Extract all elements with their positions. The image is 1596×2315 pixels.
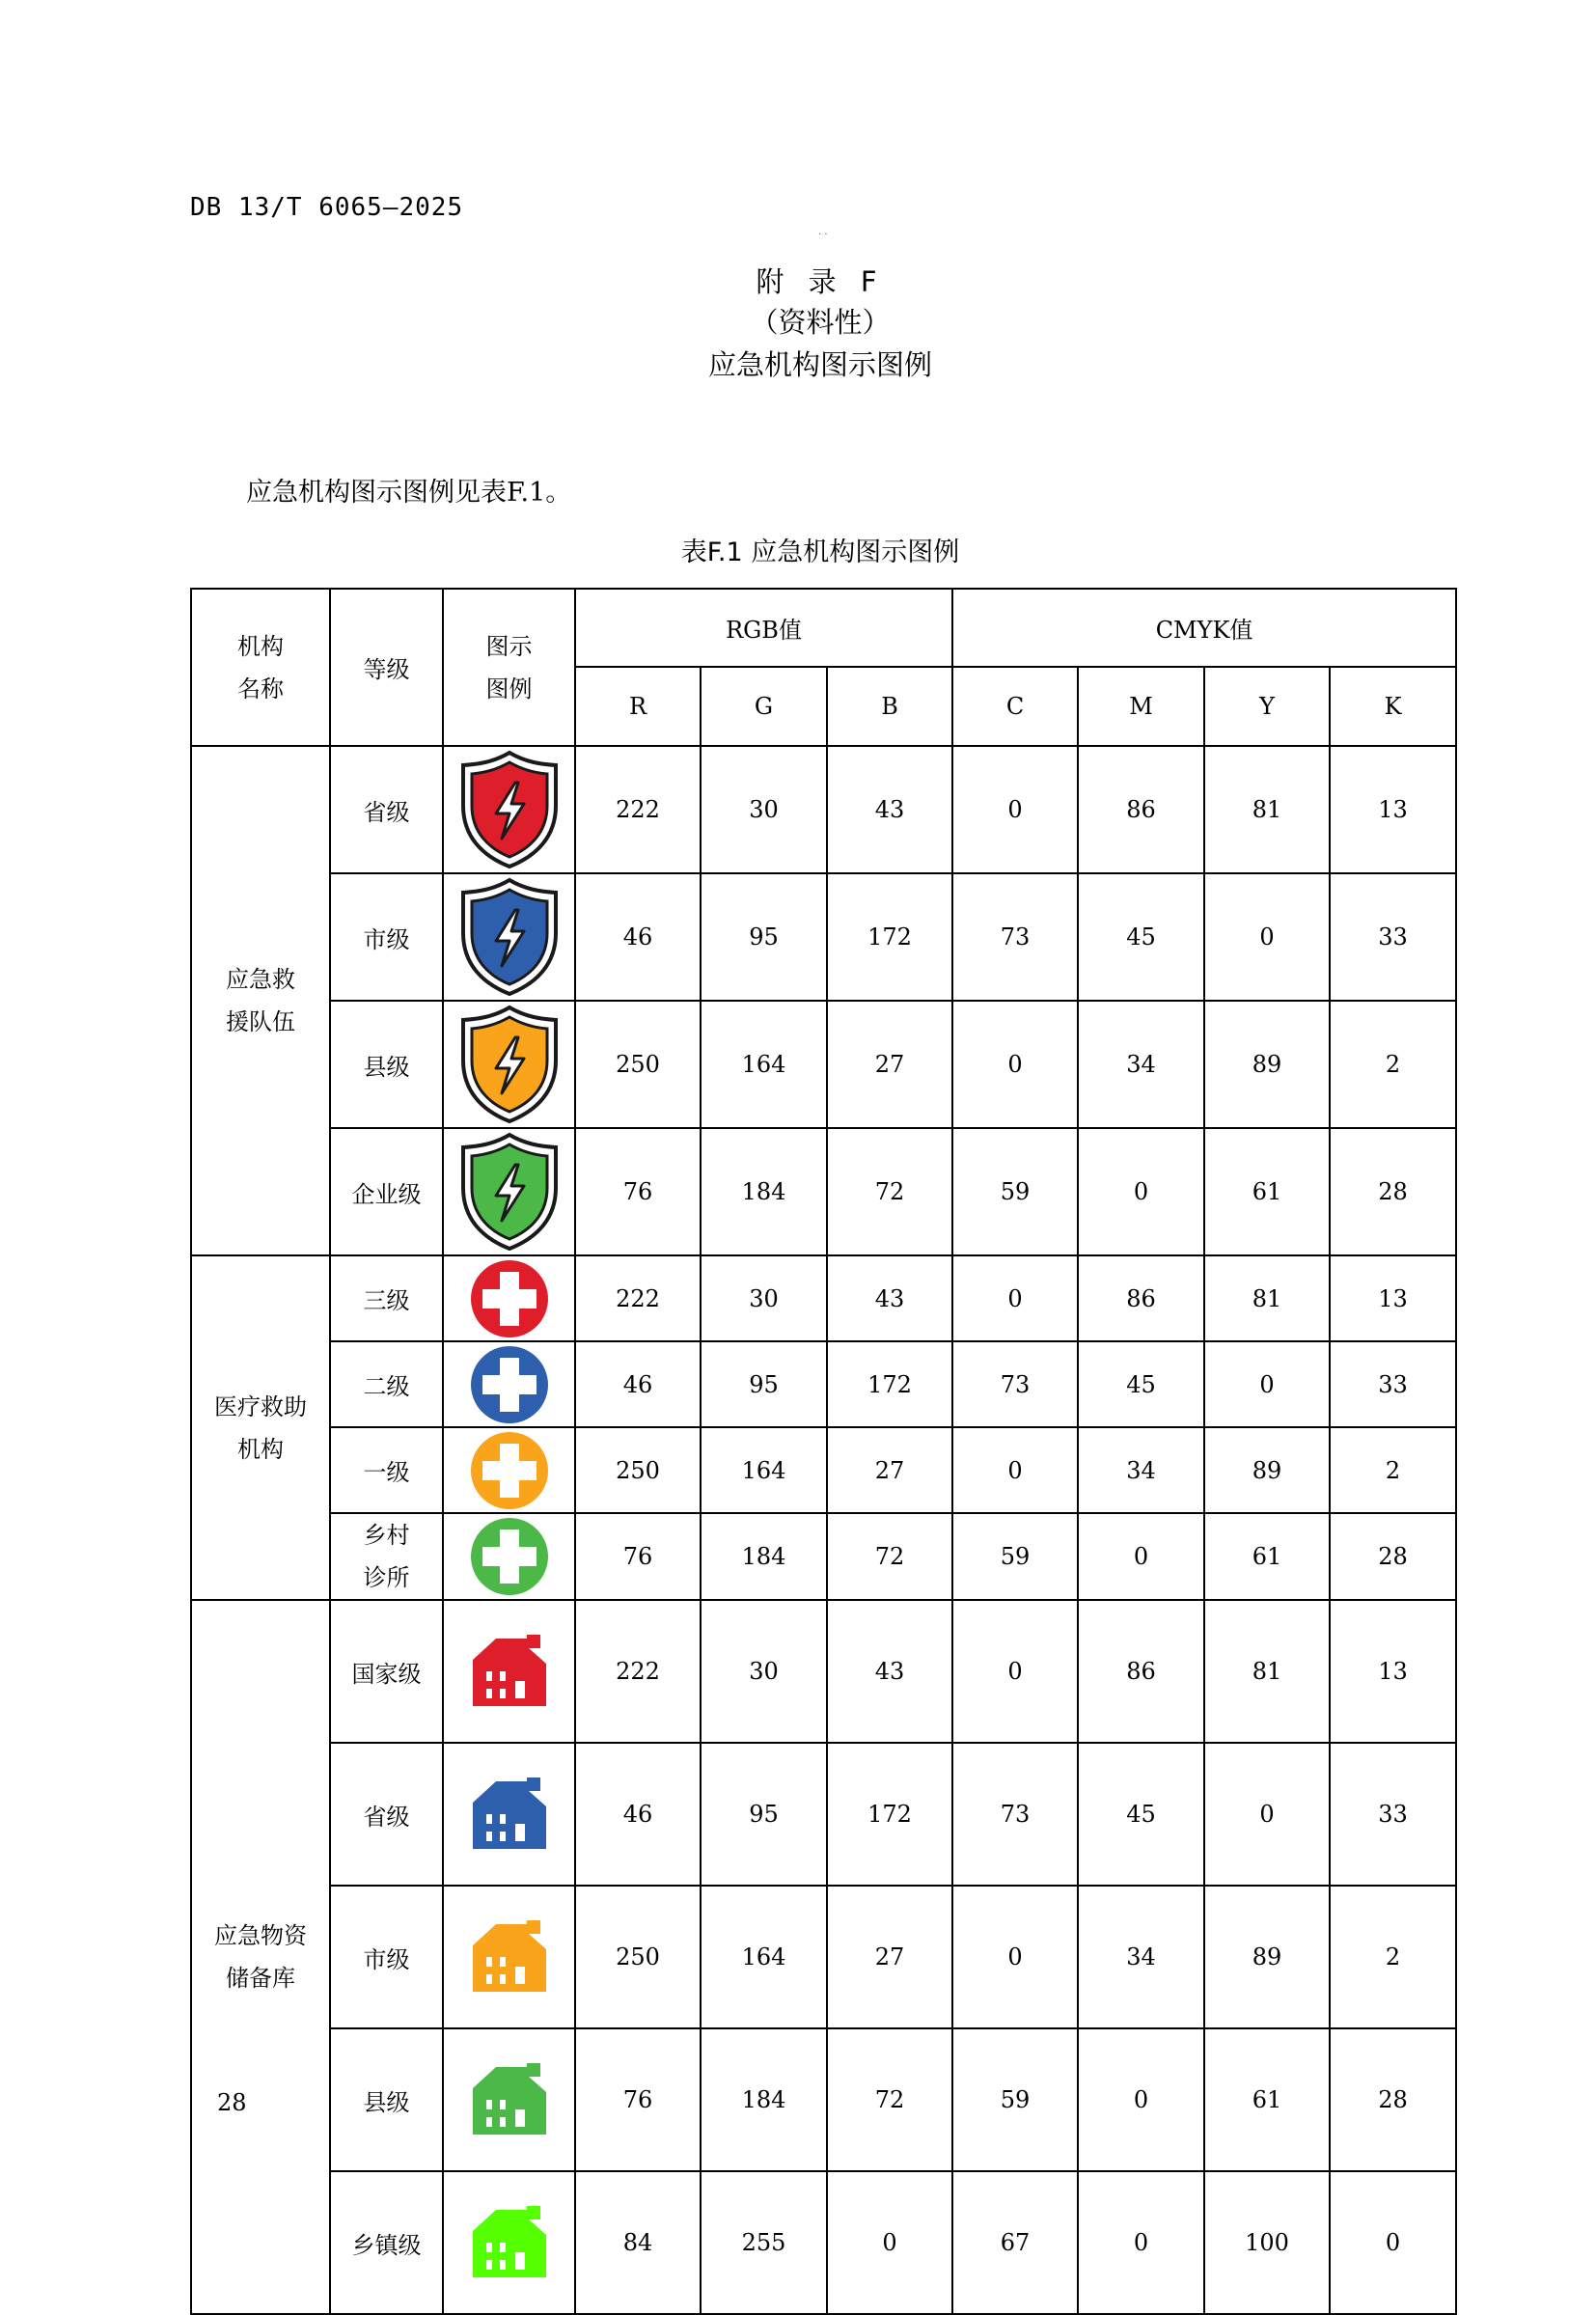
value-k: 33 xyxy=(1330,873,1456,1001)
legend-icon-cell xyxy=(443,746,575,873)
value-k: 13 xyxy=(1330,1600,1456,1743)
value-r: 46 xyxy=(575,1743,701,1886)
table-row xyxy=(191,1001,1456,1128)
value-b: 27 xyxy=(827,1427,952,1513)
value-y: 89 xyxy=(1204,1001,1330,1128)
intro-paragraph: 应急机构图示图例见表F.1。 xyxy=(246,478,572,508)
header-b: B xyxy=(827,667,952,746)
value-r: 76 xyxy=(575,1128,701,1255)
value-y: 89 xyxy=(1204,1886,1330,2028)
value-m: 34 xyxy=(1078,1886,1204,2028)
value-r: 250 xyxy=(575,1427,701,1513)
value-m: 0 xyxy=(1078,2028,1204,2171)
table-row xyxy=(191,1427,1456,1513)
table-row xyxy=(191,1513,1456,1600)
value-g: 184 xyxy=(701,2028,827,2171)
value-k: 33 xyxy=(1330,1743,1456,1886)
value-b: 27 xyxy=(827,1001,952,1128)
value-y: 89 xyxy=(1204,1427,1330,1513)
value-b: 0 xyxy=(827,2171,952,2314)
value-m: 86 xyxy=(1078,1600,1204,1743)
value-y: 81 xyxy=(1204,1255,1330,1341)
level-cell: 乡村 诊所 xyxy=(330,1513,443,1600)
value-r: 222 xyxy=(575,1600,701,1743)
header-k: K xyxy=(1330,667,1456,746)
table-row xyxy=(191,1128,1456,1255)
shield-icon xyxy=(459,750,560,869)
value-r: 76 xyxy=(575,2028,701,2171)
table-row xyxy=(191,1341,1456,1427)
value-k: 28 xyxy=(1330,2028,1456,2171)
value-b: 72 xyxy=(827,1513,952,1600)
legend-icon-cell xyxy=(443,1001,575,1128)
level-cell: 三级 xyxy=(330,1255,443,1341)
shield-icon xyxy=(459,1132,560,1252)
value-k: 2 xyxy=(1330,1427,1456,1513)
value-m: 45 xyxy=(1078,873,1204,1001)
header-level: 等级 xyxy=(330,589,443,746)
value-y: 61 xyxy=(1204,2028,1330,2171)
table-row xyxy=(191,1886,1456,2028)
value-g: 184 xyxy=(701,1513,827,1600)
header-y: Y xyxy=(1204,667,1330,746)
value-y: 61 xyxy=(1204,1513,1330,1600)
org-name-cell: 应急物资 储备库 xyxy=(191,1600,330,2314)
value-m: 45 xyxy=(1078,1743,1204,1886)
table-caption: 表F.1 应急机构图示图例 xyxy=(680,537,960,567)
table-row xyxy=(191,1743,1456,1886)
level-cell: 乡镇级 xyxy=(330,2171,443,2314)
value-c: 0 xyxy=(952,1600,1078,1743)
shield-icon xyxy=(459,1005,560,1124)
value-g: 164 xyxy=(701,1427,827,1513)
value-g: 30 xyxy=(701,1600,827,1743)
legend-icon-cell xyxy=(443,1886,575,2028)
level-cell: 市级 xyxy=(330,873,443,1001)
value-c: 0 xyxy=(952,1255,1078,1341)
value-g: 95 xyxy=(701,1743,827,1886)
warehouse-icon xyxy=(469,1778,550,1851)
value-c: 0 xyxy=(952,1001,1078,1128)
value-c: 59 xyxy=(952,1128,1078,1255)
warehouse-icon xyxy=(469,1635,550,1708)
warehouse-icon xyxy=(469,2063,550,2136)
legend-icon-cell xyxy=(443,873,575,1001)
table-body xyxy=(191,746,1456,2314)
value-r: 84 xyxy=(575,2171,701,2314)
medical-cross-icon xyxy=(470,1517,549,1596)
value-r: 222 xyxy=(575,746,701,873)
appendix-title: 附 录 F xyxy=(756,265,885,298)
header-icon: 图示 图例 xyxy=(443,589,575,746)
table-row xyxy=(191,2028,1456,2171)
value-g: 95 xyxy=(701,873,827,1001)
header-marks: · · xyxy=(818,230,828,240)
value-y: 81 xyxy=(1204,1600,1330,1743)
value-y: 100 xyxy=(1204,2171,1330,2314)
page-number: 28 xyxy=(217,2089,247,2116)
value-k: 13 xyxy=(1330,1255,1456,1341)
value-m: 86 xyxy=(1078,746,1204,873)
level-cell: 二级 xyxy=(330,1341,443,1427)
medical-cross-icon xyxy=(470,1345,549,1424)
value-c: 73 xyxy=(952,1743,1078,1886)
value-y: 0 xyxy=(1204,1341,1330,1427)
value-c: 73 xyxy=(952,1341,1078,1427)
header-org-name: 机构 名称 xyxy=(191,589,330,746)
value-b: 72 xyxy=(827,2028,952,2171)
value-c: 59 xyxy=(952,2028,1078,2171)
header-rgb: RGB值 xyxy=(575,589,952,667)
value-m: 34 xyxy=(1078,1001,1204,1128)
value-k: 2 xyxy=(1330,1886,1456,2028)
warehouse-icon xyxy=(469,2206,550,2279)
value-c: 73 xyxy=(952,873,1078,1001)
header-r: R xyxy=(575,667,701,746)
value-r: 250 xyxy=(575,1001,701,1128)
value-r: 222 xyxy=(575,1255,701,1341)
appendix-type: （资料性） xyxy=(750,306,891,339)
level-cell: 县级 xyxy=(330,2028,443,2171)
level-cell: 企业级 xyxy=(330,1128,443,1255)
level-cell: 一级 xyxy=(330,1427,443,1513)
value-g: 30 xyxy=(701,746,827,873)
value-c: 0 xyxy=(952,746,1078,873)
header-cmyk: CMYK值 xyxy=(952,589,1456,667)
value-r: 76 xyxy=(575,1513,701,1600)
value-g: 255 xyxy=(701,2171,827,2314)
legend-icon-cell xyxy=(443,1255,575,1341)
value-m: 0 xyxy=(1078,2171,1204,2314)
value-k: 13 xyxy=(1330,746,1456,873)
level-cell: 县级 xyxy=(330,1001,443,1128)
table-row xyxy=(191,2171,1456,2314)
table-row xyxy=(191,746,1456,873)
level-cell: 省级 xyxy=(330,746,443,873)
value-c: 0 xyxy=(952,1427,1078,1513)
value-k: 28 xyxy=(1330,1128,1456,1255)
legend-icon-cell xyxy=(443,1128,575,1255)
appendix-subtitle: 应急机构图示图例 xyxy=(707,348,932,381)
level-cell: 市级 xyxy=(330,1886,443,2028)
value-c: 67 xyxy=(952,2171,1078,2314)
value-r: 46 xyxy=(575,873,701,1001)
value-k: 28 xyxy=(1330,1513,1456,1600)
value-b: 27 xyxy=(827,1886,952,2028)
value-r: 250 xyxy=(575,1886,701,2028)
value-g: 184 xyxy=(701,1128,827,1255)
value-g: 164 xyxy=(701,1001,827,1128)
legend-icon-cell xyxy=(443,2171,575,2314)
shield-icon xyxy=(459,877,560,997)
value-g: 95 xyxy=(701,1341,827,1427)
value-b: 72 xyxy=(827,1128,952,1255)
legend-icon-cell xyxy=(443,1743,575,1886)
level-cell: 省级 xyxy=(330,1743,443,1886)
value-c: 0 xyxy=(952,1886,1078,2028)
document-code: DB 13/T 6065—2025 xyxy=(190,193,464,222)
header-m: M xyxy=(1078,667,1204,746)
value-y: 61 xyxy=(1204,1128,1330,1255)
value-g: 30 xyxy=(701,1255,827,1341)
value-b: 43 xyxy=(827,746,952,873)
value-m: 45 xyxy=(1078,1341,1204,1427)
table-header xyxy=(191,589,1456,746)
value-m: 34 xyxy=(1078,1427,1204,1513)
value-m: 86 xyxy=(1078,1255,1204,1341)
legend-icon-cell xyxy=(443,1427,575,1513)
table-row xyxy=(191,1600,1456,1743)
medical-cross-icon xyxy=(470,1431,549,1510)
value-y: 81 xyxy=(1204,746,1330,873)
legend-icon-cell xyxy=(443,2028,575,2171)
value-b: 172 xyxy=(827,1743,952,1886)
value-m: 0 xyxy=(1078,1128,1204,1255)
legend-icon-cell xyxy=(443,1513,575,1600)
value-b: 43 xyxy=(827,1600,952,1743)
header-g: G xyxy=(701,667,827,746)
value-b: 172 xyxy=(827,1341,952,1427)
legend-table xyxy=(190,588,1457,2315)
value-b: 43 xyxy=(827,1255,952,1341)
value-m: 0 xyxy=(1078,1513,1204,1600)
legend-icon-cell xyxy=(443,1600,575,1743)
level-cell: 国家级 xyxy=(330,1600,443,1743)
org-name-cell: 应急救 援队伍 xyxy=(191,746,330,1255)
value-k: 2 xyxy=(1330,1001,1456,1128)
value-r: 46 xyxy=(575,1341,701,1427)
value-k: 33 xyxy=(1330,1341,1456,1427)
warehouse-icon xyxy=(469,1920,550,1994)
value-y: 0 xyxy=(1204,1743,1330,1886)
value-y: 0 xyxy=(1204,873,1330,1001)
medical-cross-icon xyxy=(470,1259,549,1338)
value-c: 59 xyxy=(952,1513,1078,1600)
table-row xyxy=(191,873,1456,1001)
header-c: C xyxy=(952,667,1078,746)
org-name-cell: 医疗救助 机构 xyxy=(191,1255,330,1600)
legend-icon-cell xyxy=(443,1341,575,1427)
table-row xyxy=(191,1255,1456,1341)
value-g: 164 xyxy=(701,1886,827,2028)
value-k: 0 xyxy=(1330,2171,1456,2314)
value-b: 172 xyxy=(827,873,952,1001)
